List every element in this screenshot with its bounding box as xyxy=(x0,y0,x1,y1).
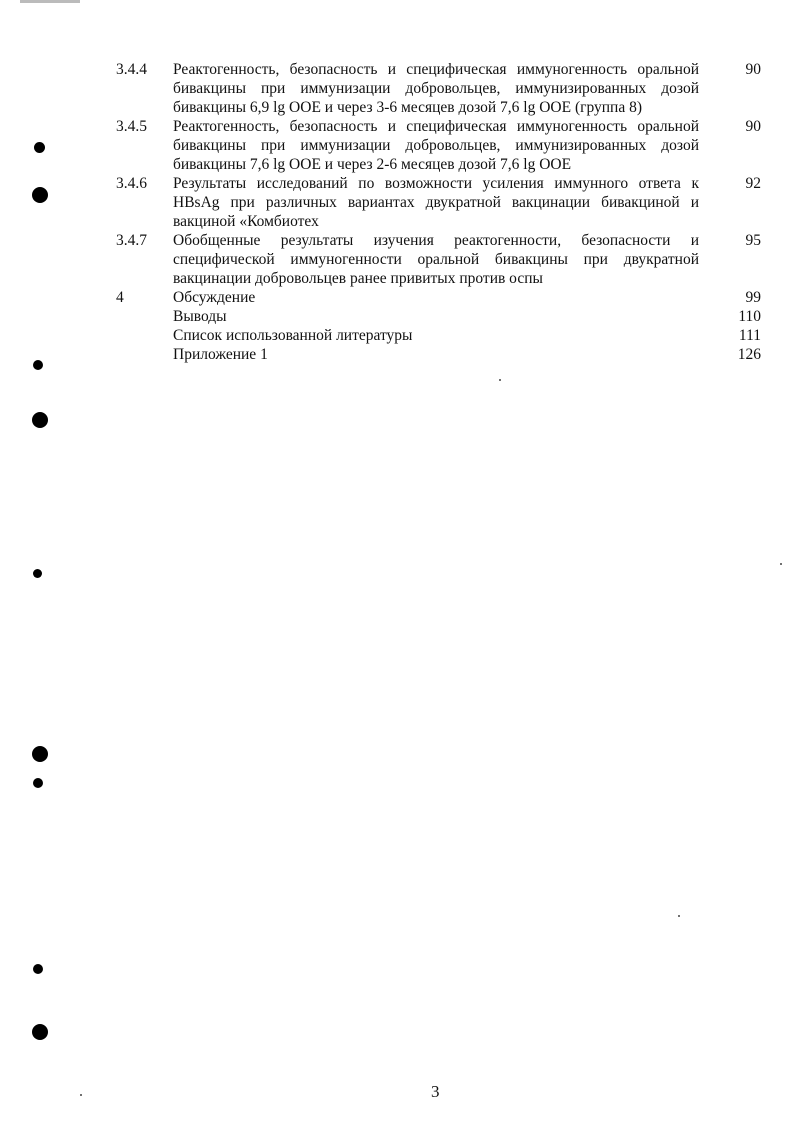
toc-entry-number: 3.4.4 xyxy=(116,61,147,78)
binder-hole xyxy=(32,412,48,428)
toc-entry[interactable] xyxy=(116,307,761,326)
toc-entry[interactable] xyxy=(116,288,761,307)
toc-entry-title: Реактогенность, безопасность и специфическая иммуногенность оральной бивакцины при иммунизации добровольцев, иммунизированных дозой бивакцины 7,6 lg ООЕ и через 2-6 месяцев дозой 7,6 lg ООЕ xyxy=(173,118,699,173)
scan-speck xyxy=(780,563,782,565)
binder-hole xyxy=(34,142,45,153)
table-of-contents xyxy=(116,60,761,364)
toc-entry[interactable] xyxy=(116,174,761,231)
scan-speck xyxy=(499,379,501,381)
scan-artifact xyxy=(20,0,80,3)
toc-entry-title: Обсуждение xyxy=(173,289,256,306)
binder-hole xyxy=(32,187,48,203)
toc-entry[interactable] xyxy=(116,60,761,117)
toc-entry-number: 3.4.6 xyxy=(116,175,147,192)
toc-entry[interactable] xyxy=(116,326,761,345)
binder-hole xyxy=(32,1024,48,1040)
toc-entry-title: Результаты исследований по возможности усиления иммунного ответа к HBsAg при различных вариантах двукратной вакцинации бивакциной и вакциной «Комбиотех xyxy=(173,175,699,230)
toc-entry-page: 90 xyxy=(745,61,761,78)
toc-entry-title: Приложение 1 xyxy=(173,346,268,363)
binder-hole xyxy=(32,746,48,762)
binder-hole xyxy=(33,360,43,370)
toc-entry-page: 111 xyxy=(738,327,761,344)
toc-entry-page: 126 xyxy=(737,346,761,363)
toc-entry[interactable] xyxy=(116,231,761,288)
binder-hole xyxy=(33,778,43,788)
toc-entry-page: 92 xyxy=(745,175,761,192)
toc-entry-title: Выводы xyxy=(173,308,227,325)
toc-entry-page: 99 xyxy=(745,289,761,306)
binder-hole xyxy=(33,964,43,974)
toc-entry-page: 90 xyxy=(745,118,761,135)
toc-entry-number: 4 xyxy=(116,289,124,306)
scan-speck xyxy=(80,1094,82,1096)
toc-entry[interactable] xyxy=(116,345,761,364)
toc-entry-title: Реактогенность, безопасность и специфическая иммуногенность оральной бивакцины при иммунизации добровольцев, иммунизированных дозой бивакцины 6,9 lg ООЕ и через 3-6 месяцев дозой 7,6 lg ООЕ (группа 8) xyxy=(173,61,699,116)
scan-speck xyxy=(678,915,680,917)
binder-hole xyxy=(33,569,42,578)
toc-entry-page: 95 xyxy=(745,232,761,249)
toc-entry-page: 110 xyxy=(738,308,761,325)
toc-entry-number: 3.4.5 xyxy=(116,118,147,135)
toc-entry-title: Обобщенные результаты изучения реактогенности, безопасности и специфической иммуногенности оральной бивакцины при двукратной вакцинации добровольцев ранее привитых против оспы xyxy=(173,232,699,287)
toc-entry-number: 3.4.7 xyxy=(116,232,147,249)
page-number: 3 xyxy=(431,1082,440,1101)
toc-entry[interactable] xyxy=(116,117,761,174)
toc-entry-title: Список использованной литературы xyxy=(173,327,413,344)
